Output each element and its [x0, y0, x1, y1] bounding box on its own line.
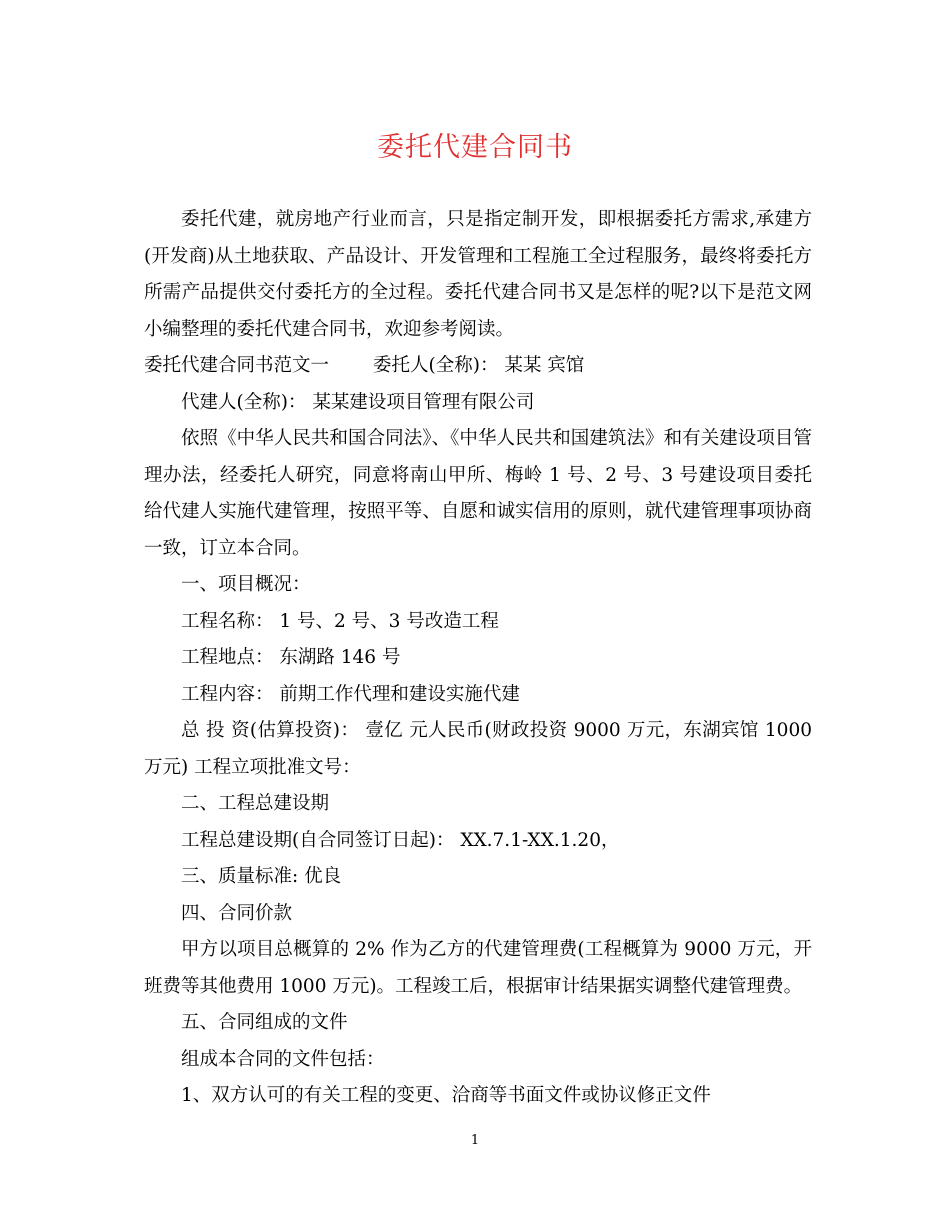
section-heading-5: 五、合同组成的文件 [181, 1012, 348, 1033]
price-paragraph: 甲方以项目总概算的 2% 作为乙方的代建管理费(工程概算为 9000 万元，开班费等其他费用 1000 万元)。工程竣工后，根据审计结果据实调整代建管理费。 [144, 939, 812, 997]
page-number: 1 [470, 1133, 480, 1148]
project-name-line: 工程名称： 1 号、2 号、3 号改造工程 [181, 610, 499, 632]
agent-line: 代建人(全称)： 某某建设项目管理有限公司 [181, 391, 535, 413]
basis-paragraph: 依照《中华人民共和国合同法》、《中华人民共和国建筑法》和有关建设项目管理办法，经委托人研究，同意将南山甲所、梅岭 1 号、2 号、3 号建设项目委托给代建人实施代建管理，按照平等、自愿和诚实信用的原则，就代建管理事项协商一致，订立本合同。 [144, 428, 812, 559]
investment-paragraph: 总 投 资(估算投资)： 壹亿 元人民币(财政投资 9000 万元，东湖宾馆 1000 万元) 工程立项批准文号： [144, 720, 812, 778]
document-body [144, 202, 812, 1115]
period-line: 工程总建设期(自合同签订日起)： XX.7.1-XX.1.20， [181, 829, 620, 851]
document-title: 委托代建合同书 [377, 132, 573, 163]
project-location-line: 工程地点： 东湖路 146 号 [181, 647, 401, 668]
doc-item-1: 1、双方认可的有关工程的变更、洽商等书面文件或协议修正文件 [181, 1085, 711, 1106]
project-content-line: 工程内容： 前期工作代理和建设实施代建 [181, 683, 520, 705]
client-line: 委托人(全称)： 某某 宾馆 [373, 355, 585, 376]
docs-intro-line: 组成本合同的文件包括： [181, 1048, 385, 1070]
section-heading-2: 二、工程总建设期 [181, 793, 330, 814]
section-heading-3: 三、质量标准: 优良 [181, 866, 342, 887]
sample-heading-line [144, 348, 812, 385]
sample-heading: 委托代建合同书范文一 [144, 355, 330, 376]
section-heading-4: 四、合同价款 [181, 902, 293, 924]
intro-paragraph: 委托代建，就房地产行业而言，只是指定制开发，即根据委托方需求,承建方(开发商)从土地获取、产品设计、开发管理和工程施工全过程服务，最终将委托方所需产品提供交付委托方的全过程。委托代建合同书又是怎样的呢?以下是范文网小编整理的委托代建合同书，欢迎参考阅读。 [144, 209, 812, 340]
section-heading-1: 一、项目概况： [181, 574, 311, 595]
